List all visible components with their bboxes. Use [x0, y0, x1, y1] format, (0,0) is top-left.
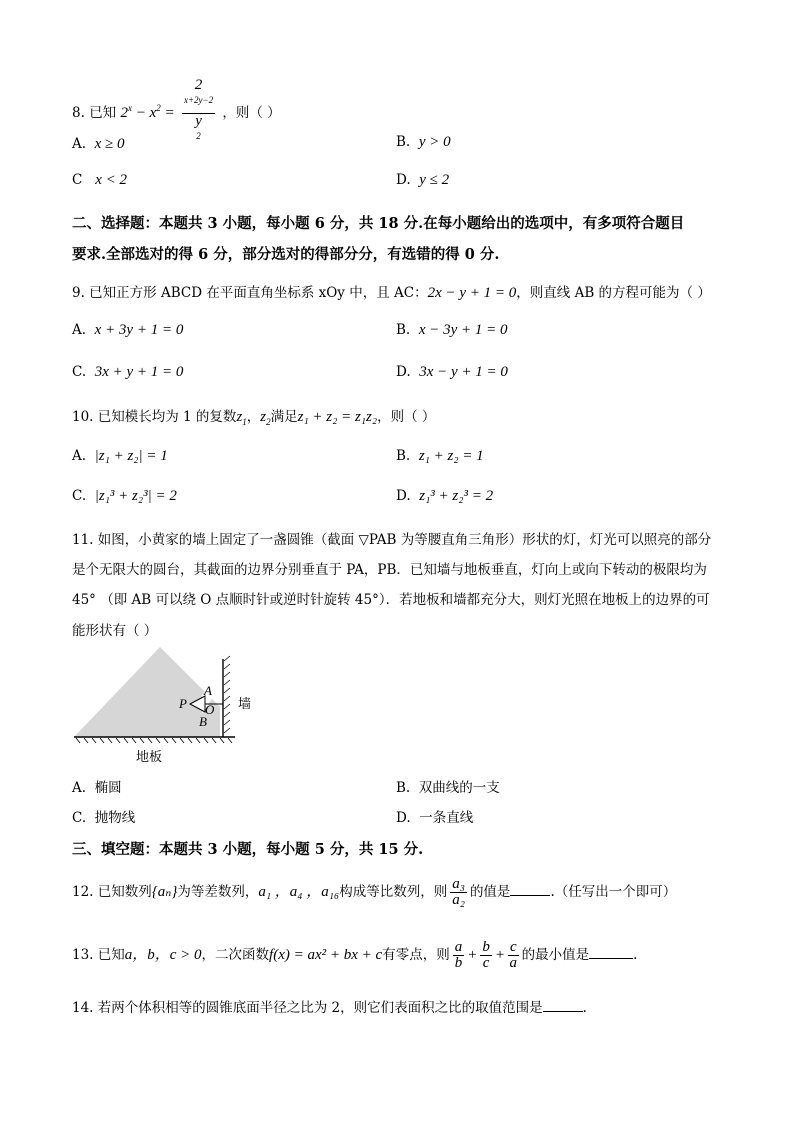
- section-3-line-1: 三、填空题：本题共 3 小题，每小题 5 分，共 15 分.: [72, 841, 424, 858]
- q14-blank[interactable]: [543, 999, 583, 1012]
- label-b: B: [199, 714, 207, 729]
- q8-stem: [72, 77, 281, 141]
- q11-option-a[interactable]: A. 椭圆: [72, 780, 122, 796]
- q10-option-c[interactable]: C. |z₁³ + z₂³| = 2: [72, 488, 177, 504]
- q13-blank[interactable]: [589, 946, 633, 959]
- q10-option-b[interactable]: B. z₁ + z₂ = 1: [396, 448, 484, 464]
- q11-option-c[interactable]: C. 抛物线: [72, 810, 136, 826]
- section-2-line-1: 二、选择题：本题共 3 小题，每小题 6 分，共 18 分.在每小题给出的选项中，有多项符合题目: [72, 215, 685, 232]
- q13-stem: 13. 已知a，b，c > 0，二次函数f(x) = ax² + bx + c有零点，则 $\frac{a}{b}$ + $\frac{b}{c}$ + $\frac{c}{a}$ 的最小值是 .: [72, 939, 638, 971]
- q10-stem: 10. 已知模长均为 1 的复数$z_1$，$z_2$满足z₁ + z₂ = z₁z₂，则（ ）: [72, 409, 436, 427]
- q9-option-a[interactable]: A. x + 3y + 1 = 0: [72, 322, 184, 338]
- q8-option-b[interactable]: B. y > 0: [396, 134, 451, 150]
- wall-hatch: [224, 656, 230, 733]
- q11-line-2: 是个无限大的圆台，其截面的边界分别垂直于 PA，PB．已知墙与地板垂直，灯向上或向下转动的极限均为: [72, 562, 707, 578]
- q13-frac-2: $\frac{b}{c}$: [482, 939, 490, 971]
- label-floor: 地板: [136, 750, 163, 765]
- q12-stem: 12. 已知数列{aₙ}为等差数列，a₁ ，a₄ ，a₁₆构成等比数列，则 $\frac{\text{a₃}}{\text{a₂}}$ 的值是 .（任写出一个即可）: [72, 876, 677, 908]
- q9-stem: 9. 已知正方形 ABCD 在平面直角坐标系 xOy 中，且 AC：2x − y + 1 = 0，则直线 AB 的方程可能为（ ）: [72, 285, 711, 301]
- q8-fraction: 2 $^{x+2y-2}$ y $^2$: [183, 77, 214, 141]
- label-a: A: [204, 683, 212, 698]
- label-wall: 墙: [238, 697, 252, 712]
- q13-frac-3: $\frac{c}{a}$: [509, 939, 518, 971]
- q11-option-d[interactable]: D. 一条直线: [396, 810, 474, 826]
- q8-option-a[interactable]: A. x ≥ 0: [72, 136, 125, 152]
- label-o: O: [205, 702, 215, 717]
- q8-lhs: $2^x - x^2$ =: [120, 103, 175, 121]
- q8-option-c[interactable]: C x < 2: [72, 172, 127, 188]
- q10-option-d[interactable]: D. z₁³ + z₂³ = 2: [396, 488, 494, 504]
- section-2-line-2: 要求.全部选对的得 6 分，部分选对的得部分分，有选错的得 0 分.: [72, 246, 500, 263]
- q14-stem: 14. 若两个体积相等的圆锥底面半径之比为 2，则它们表面积之比的取值范围是 .: [72, 1000, 587, 1016]
- q11-line-4: 能形状有（ ）: [72, 623, 158, 639]
- q8-lead: 已知: [89, 105, 117, 121]
- q8-option-d[interactable]: D. y ≤ 2: [396, 172, 450, 188]
- q9-option-c[interactable]: C. 3x + y + 1 = 0: [72, 364, 184, 380]
- q13-frac-1: $\frac{a}{b}$: [454, 939, 463, 971]
- q11-option-b[interactable]: B. 双曲线的一支: [396, 780, 500, 796]
- q8-tail: ，则（ ）: [222, 105, 281, 121]
- floor-hatch: [76, 738, 232, 743]
- q11-line-1: 11. 如图，小黄家的墙上固定了一盏圆锥（截面 ▽PAB 为等腰直角三角形）形状的灯，灯光可以照亮的部分: [72, 532, 712, 548]
- q9-option-d[interactable]: D. 3x − y + 1 = 0: [396, 364, 508, 380]
- q12-blank[interactable]: [510, 883, 550, 896]
- q9-option-b[interactable]: B. x − 3y + 1 = 0: [396, 322, 508, 338]
- q12-fraction: $\frac{\text{a₃}}{\text{a₂}}$: [452, 876, 465, 908]
- q8-number: 8.: [72, 105, 85, 121]
- label-p: P: [179, 696, 187, 711]
- q10-option-a[interactable]: A. |z₁ + z₂| = 1: [72, 448, 168, 464]
- q11-line-3: 45° （即 AB 可以绕 O 点顺时针或逆时针旋转 45°）．若地板和墙都充分大，则灯光照在地板上的边界的可: [72, 592, 710, 608]
- lamp-figure: [70, 645, 270, 770]
